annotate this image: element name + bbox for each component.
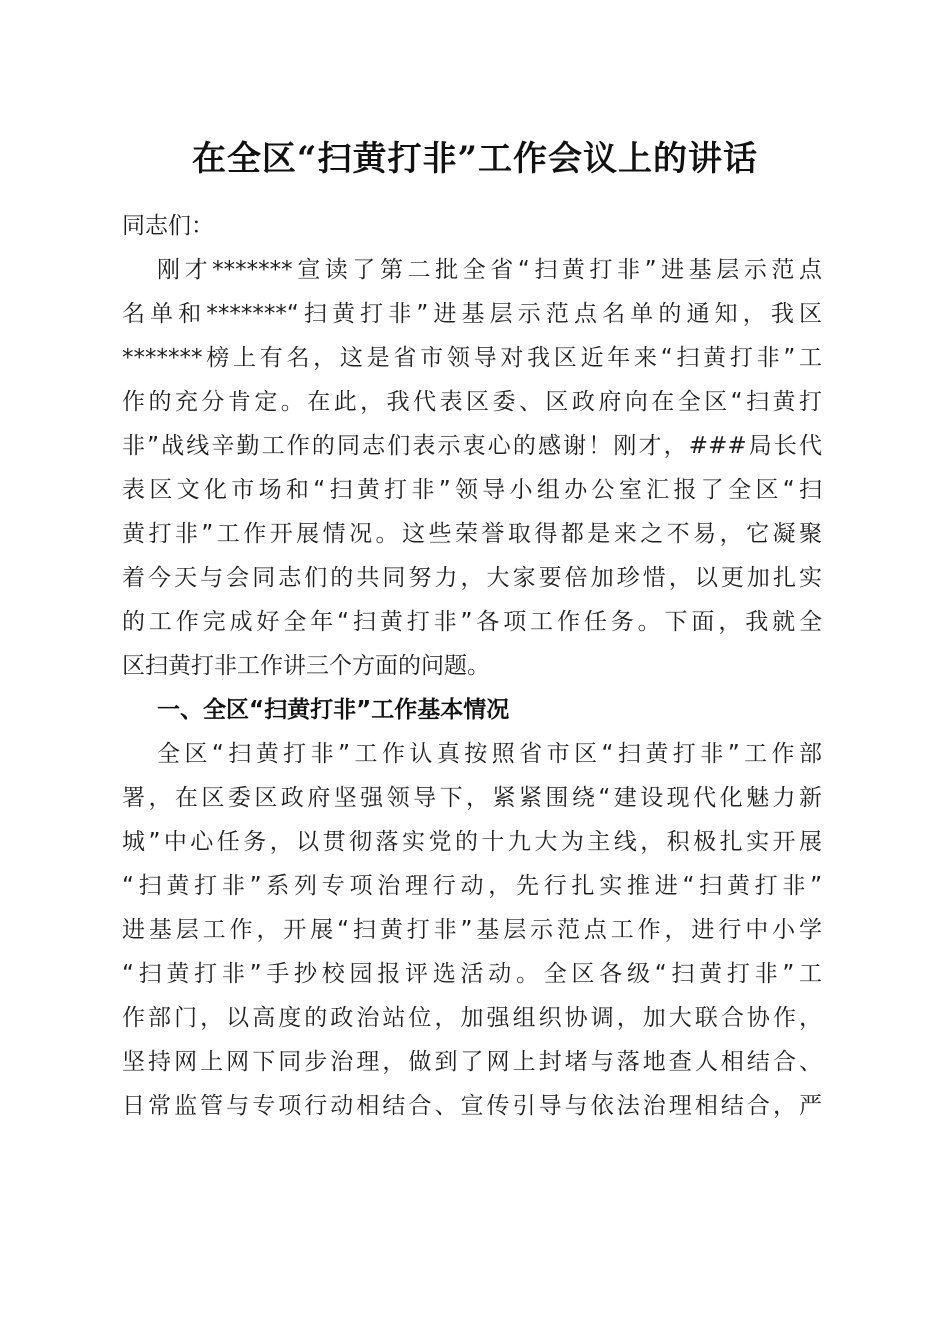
paragraph-basic-situation: [122, 732, 822, 1128]
paragraph-line: 黄打非”工作开展情况。这些荣誉取得都是来之不易，它凝聚: [122, 521, 822, 547]
paragraph-line: 城”中心任务，以贯彻落实党的十九大为主线，积极扎实开展: [122, 829, 822, 855]
paragraph-line: 署，在区委区政府坚强领导下，紧紧围绕“建设现代化魅力新: [122, 785, 822, 811]
paragraph-line: 非”战线辛勤工作的同志们表示衷心的感谢！刚才，###局长代: [122, 433, 822, 459]
paragraph-line: *******榜上有名，这是省市领导对我区近年来“扫黄打非”工: [122, 345, 822, 371]
document-title: 在全区“扫黄打非”工作会议上的讲话: [191, 139, 759, 179]
salutation: 同志们：: [122, 213, 214, 239]
paragraph-line: 全区“扫黄打非”工作认真按照省市区“扫黄打非”工作部: [157, 741, 822, 767]
paragraph-opening: [122, 248, 822, 688]
paragraph-line: 作的充分肯定。在此，我代表区委、区政府向在全区“扫黄打: [122, 389, 822, 415]
paragraph-line: 名单和*******“扫黄打非”进基层示范点名单的通知，我区: [122, 301, 822, 327]
paragraph-line: 着今天与会同志们的共同努力，大家要倍加珍惜，以更加扎实: [122, 565, 822, 591]
paragraph-line: 区扫黄打非工作讲三个方面的问题。: [122, 653, 490, 679]
section-heading: 一、全区“扫黄打非”工作基本情况: [157, 697, 510, 723]
paragraph-line: “扫黄打非”系列专项治理行动，先行扎实推进“扫黄打非”: [122, 873, 822, 899]
paragraph-line: 的工作完成好全年“扫黄打非”各项工作任务。下面，我就全: [122, 609, 822, 635]
paragraph-line: “扫黄打非”手抄校园报评选活动。全区各级“扫黄打非”工: [122, 961, 822, 987]
document-body: [122, 204, 822, 1128]
paragraph-line: 刚才*******宣读了第二批全省“扫黄打非”进基层示范点: [157, 257, 822, 283]
paragraph-line: 表区文化市场和“扫黄打非”领导小组办公室汇报了全区“扫: [122, 477, 822, 503]
paragraph-line: 坚持网上网下同步治理，做到了网上封堵与落地查人相结合、: [122, 1049, 822, 1075]
paragraph-line: 日常监管与专项行动相结合、宣传引导与依法治理相结合，严: [122, 1093, 822, 1119]
paragraph-line: 作部门，以高度的政治站位，加强组织协调，加大联合协作，: [122, 1005, 822, 1031]
paragraph-line: 进基层工作，开展“扫黄打非”基层示范点工作，进行中小学: [122, 917, 822, 943]
